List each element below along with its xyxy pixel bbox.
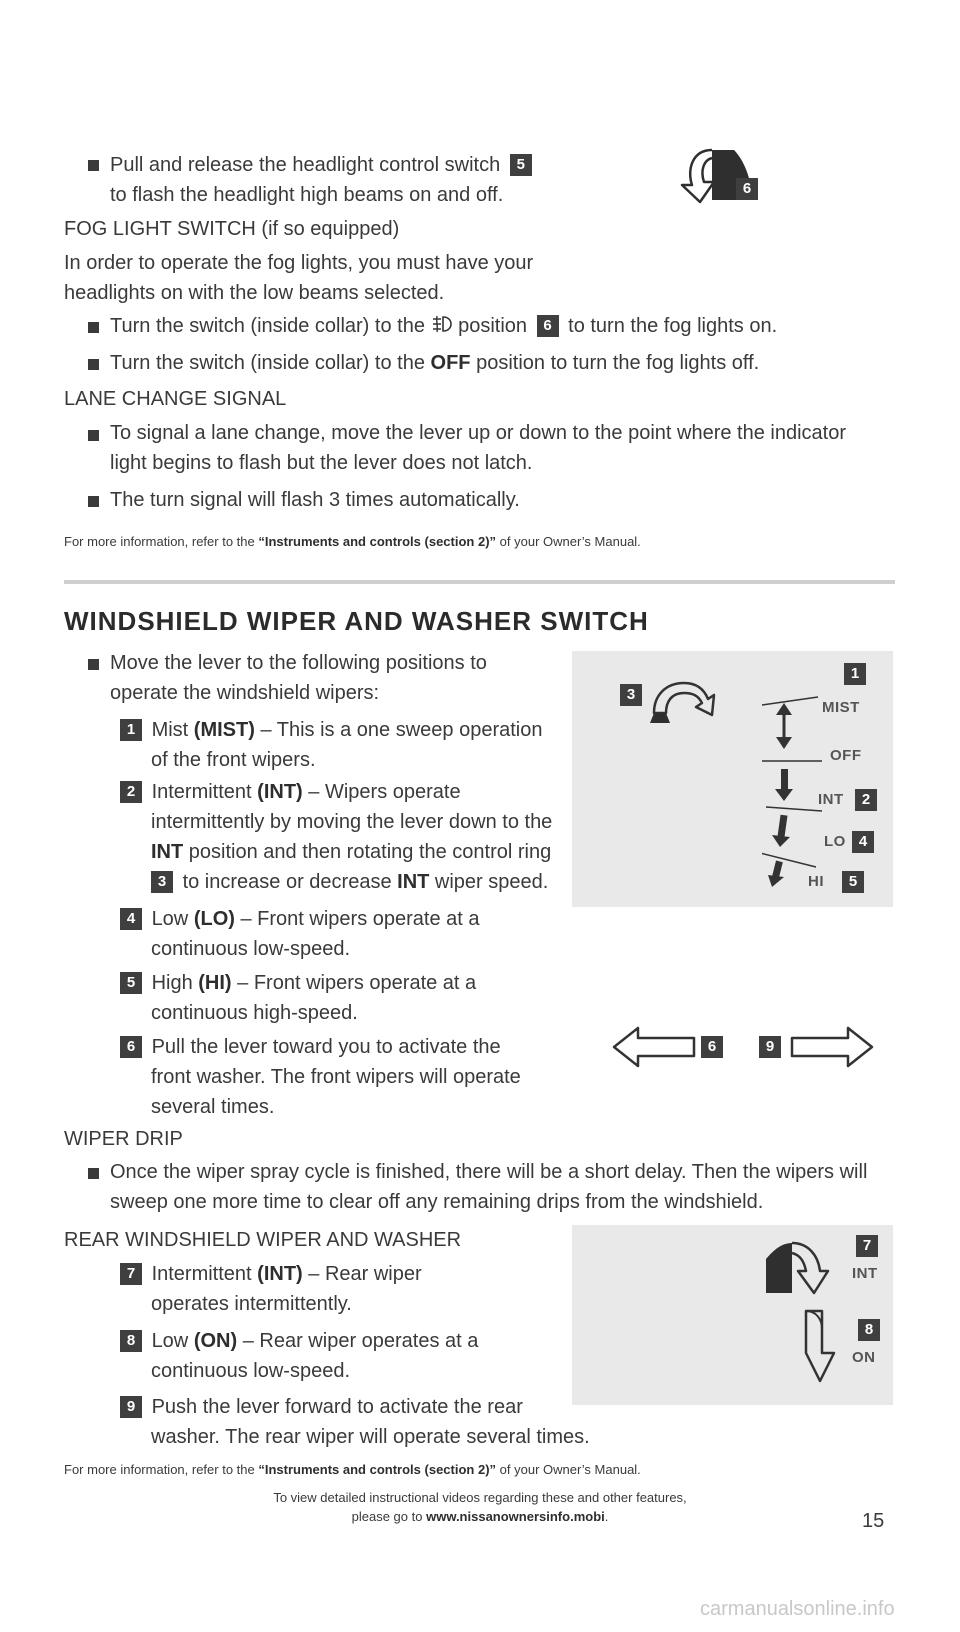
- text: position and then rotating the control ring: [188, 841, 552, 863]
- badge-7: 7: [120, 1263, 142, 1285]
- hi-item: [120, 966, 476, 1000]
- rear-washer-item: [120, 1390, 523, 1424]
- bullet-icon: [88, 659, 99, 670]
- wiper-drip-line2: sweep one more time to clear off any remaining drips from the windshield.: [110, 1191, 764, 1213]
- lever-positions-icon: [762, 689, 862, 889]
- wiper-heading: WINDSHIELD WIPER AND WASHER SWITCH: [64, 606, 649, 636]
- on-bold: (ON): [193, 1330, 238, 1352]
- hi-label: HI: [808, 873, 824, 890]
- bullet-icon: [88, 359, 99, 370]
- text: Pull and release the headlight control switch: [110, 154, 501, 176]
- lo-label: LO: [824, 833, 846, 850]
- front-wiper-diagram: [572, 651, 893, 907]
- badge-6: 6: [736, 178, 758, 200]
- int-item-line3: [151, 835, 551, 869]
- badge-6: 6: [537, 315, 559, 337]
- bullet-icon: [88, 322, 99, 333]
- text: Pull the lever toward you to activate the: [151, 1036, 501, 1058]
- fog-light-icon: [431, 314, 453, 334]
- text: For more information, refer to the: [64, 1462, 255, 1477]
- text: – This is a one sweep operation: [260, 719, 543, 741]
- int-label: INT: [852, 1265, 878, 1282]
- rear-washer-item-line2: washer. The rear wiper will operate several times.: [151, 1426, 590, 1448]
- lo-bold: (LO): [193, 908, 235, 930]
- badge-8: 8: [120, 1330, 142, 1352]
- washer-item-line2: front washer. The front wipers will operate: [151, 1066, 521, 1088]
- text: of your Owner’s Manual.: [499, 1462, 641, 1477]
- text: wiper speed.: [434, 871, 549, 893]
- int-item-line2: intermittently by moving the lever down to the: [151, 811, 553, 833]
- badge-7: 7: [856, 1235, 878, 1257]
- text: Turn the switch (inside collar) to the: [110, 315, 425, 337]
- badge-3: 3: [151, 871, 173, 893]
- int-bold: INT: [397, 871, 430, 893]
- bullet-icon: [88, 1168, 99, 1179]
- text: – Wipers operate: [308, 781, 461, 803]
- lane-change-text-line1: To signal a lane change, move the lever up or down to the point where the indicator: [110, 422, 847, 444]
- badge-9: 9: [120, 1396, 142, 1418]
- lane-change-heading: LANE CHANGE SIGNAL: [64, 388, 287, 410]
- badge-4: 4: [852, 831, 874, 853]
- turn-signal-text: The turn signal will flash 3 times automatically.: [110, 489, 520, 511]
- int-item: [120, 775, 461, 809]
- text: please go to: [351, 1509, 423, 1524]
- lo-item: [120, 902, 480, 936]
- off-label: OFF: [830, 747, 862, 764]
- wiper-drip-heading: WIPER DRIP: [64, 1128, 183, 1150]
- headlight-flash-text-line2: to flash the headlight high beams on and off.: [110, 184, 504, 206]
- page-number: 15: [862, 1510, 885, 1532]
- int-bold: (INT): [257, 1263, 303, 1285]
- footer-line1: To view detailed instructional videos regarding these and other features,: [273, 1490, 687, 1505]
- footer-link[interactable]: www.nissanownersinfo.mobi: [426, 1509, 605, 1524]
- text: position: [458, 315, 528, 337]
- text: position to turn the fog lights off.: [476, 352, 760, 374]
- bullet-icon: [88, 160, 99, 171]
- badge-4: 4: [120, 908, 142, 930]
- watermark: carmanualsonline.info: [700, 1598, 895, 1620]
- note-bold: “Instruments and controls (section 2)”: [258, 1462, 497, 1477]
- on-label: ON: [852, 1349, 876, 1366]
- rear-int-arrow-icon: [762, 1233, 842, 1303]
- text: Low: [151, 908, 189, 930]
- badge-1: 1: [844, 663, 866, 685]
- int-label: INT: [818, 791, 844, 808]
- badge-6: 6: [701, 1036, 723, 1058]
- text: Turn the switch (inside collar) to the: [110, 352, 425, 374]
- int-bold: INT: [151, 841, 184, 863]
- mist-bold: (MIST): [193, 719, 255, 741]
- section-divider: [64, 580, 895, 584]
- text: Mist: [151, 719, 189, 741]
- rear-int-item: [120, 1257, 422, 1291]
- pull-washer-arrow-icon: [612, 1024, 696, 1070]
- mist-item: [120, 713, 542, 747]
- text: to increase or decrease: [182, 871, 392, 893]
- lo-item-line2: continuous low-speed.: [151, 938, 351, 960]
- footer-line2: [200, 1507, 760, 1526]
- text: – Front wipers operate at a: [240, 908, 480, 930]
- rear-on-item-line2: continuous low-speed.: [151, 1360, 351, 1382]
- badge-5: 5: [510, 154, 532, 176]
- text: – Front wipers operate at a: [237, 972, 477, 994]
- badge-2: 2: [120, 781, 142, 803]
- badge-5: 5: [842, 871, 864, 893]
- mist-label: MIST: [822, 699, 860, 716]
- rear-int-item-line2: operates intermittently.: [151, 1293, 352, 1315]
- rear-wiper-heading: REAR WINDSHIELD WIPER AND WASHER: [64, 1229, 462, 1251]
- off-bold: OFF: [430, 352, 471, 374]
- text: Intermittent: [151, 781, 252, 803]
- wiper-intro-line2: operate the windshield wipers:: [110, 682, 380, 704]
- int-bold: (INT): [257, 781, 303, 803]
- washer-item: [120, 1030, 501, 1064]
- owners-manual-note: [64, 1462, 641, 1477]
- fog-para-line2: headlights on with the low beams selected.: [64, 282, 445, 304]
- badge-2: 2: [855, 789, 877, 811]
- fog-on-text: [110, 309, 777, 343]
- badge-8: 8: [858, 1319, 880, 1341]
- mist-item-line2: of the front wipers.: [151, 749, 316, 771]
- badge-1: 1: [120, 719, 142, 741]
- hi-item-line2: continuous high-speed.: [151, 1002, 358, 1024]
- text: Low: [151, 1330, 189, 1352]
- wiper-intro-line1: Move the lever to the following positions to: [110, 652, 487, 674]
- lane-change-text-line2: light begins to flash but the lever does not latch.: [110, 452, 533, 474]
- push-washer-arrow-icon: [790, 1024, 874, 1070]
- rear-wiper-diagram: [572, 1225, 893, 1405]
- fog-light-heading: FOG LIGHT SWITCH (if so equipped): [64, 218, 400, 240]
- rear-on-item: [120, 1324, 478, 1358]
- text: of your Owner’s Manual.: [499, 534, 641, 549]
- text: For more information, refer to the: [64, 534, 255, 549]
- badge-3: 3: [620, 684, 642, 706]
- int-item-line4: [151, 865, 548, 899]
- text: to turn the fog lights on.: [568, 315, 778, 337]
- fog-off-text: [110, 346, 759, 380]
- note-bold: “Instruments and controls (section 2)”: [258, 534, 497, 549]
- text: High: [151, 972, 193, 994]
- wiper-drip-line1: Once the wiper spray cycle is finished, there will be a short delay. Then the wipers will: [110, 1161, 868, 1183]
- washer-item-line3: several times.: [151, 1096, 275, 1118]
- text: Intermittent: [151, 1263, 252, 1285]
- badge-5: 5: [120, 972, 142, 994]
- bullet-icon: [88, 496, 99, 507]
- text: .: [604, 1509, 609, 1524]
- fog-para-line1: In order to operate the fog lights, you must have your: [64, 252, 534, 274]
- text: – Rear wiper: [308, 1263, 422, 1285]
- headlight-flash-text: [110, 148, 536, 182]
- text: Push the lever forward to activate the rear: [151, 1396, 523, 1418]
- bullet-icon: [88, 430, 99, 441]
- footer-text: [200, 1488, 760, 1526]
- badge-6: 6: [120, 1036, 142, 1058]
- rotate-ring-arrow-icon: [644, 665, 724, 735]
- text: – Rear wiper operates at a: [242, 1330, 479, 1352]
- owners-manual-note: [64, 534, 641, 549]
- badge-9: 9: [759, 1036, 781, 1058]
- hi-bold: (HI): [198, 972, 232, 994]
